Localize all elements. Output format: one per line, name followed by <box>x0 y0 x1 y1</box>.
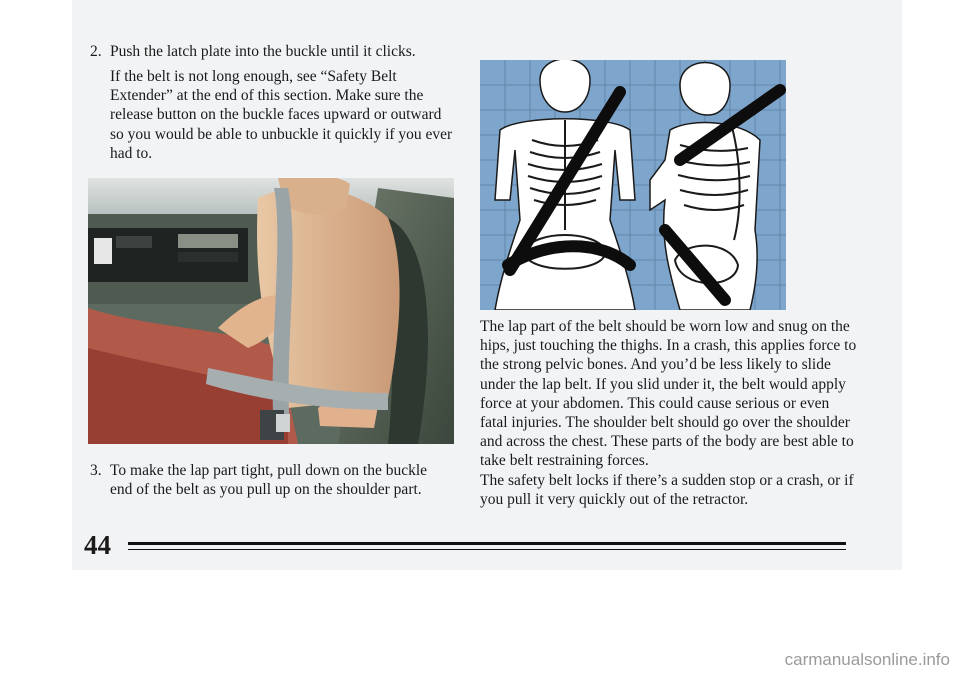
lap-part-paragraph: The lap part of the belt should be worn low and snug on the hips, just touching the thighs. In a crash, this applies force to the strong pelvic bones. And you’d be less likely to slide under the lap belt. If you slid under it, the belt would apply force at your abdomen. This could cause serious or even fatal injuries. The shoulder belt should go over the shoulder and across the chest. These parts of the body are best able to take belt restraining forces. <box>480 318 857 470</box>
person-buckling-belt-illustration <box>88 178 454 444</box>
locks-paragraph: The safety belt locks if there’s a sudden stop or a crash, or if you pull it very quickly out of the retractor. <box>480 472 854 509</box>
step-3 <box>90 461 450 499</box>
step-2-number: 2. <box>90 43 102 60</box>
belt-extender-paragraph: If the belt is not long enough, see “Safety Belt Extender” at the end of this section. Make sure the release button on the buckle faces upward or outward so you would be able to unbuckle it quickly if you ever had to. <box>110 68 453 162</box>
step-2-text: Push the latch plate into the buckle until it clicks. <box>110 43 416 60</box>
skeleton-belt-placement-diagram <box>480 60 786 310</box>
page-number: 44 <box>84 530 111 560</box>
footer-rule-thick <box>128 542 846 545</box>
footer-rule-thin <box>128 549 846 550</box>
step-3-text: To make the lap part tight, pull down on the buckle end of the belt as you pull up on the shoulder part. <box>110 462 428 498</box>
step-3-number: 3. <box>90 462 102 479</box>
watermark-url[interactable]: carmanualsonline.info <box>784 650 950 669</box>
step-2 <box>90 42 450 61</box>
